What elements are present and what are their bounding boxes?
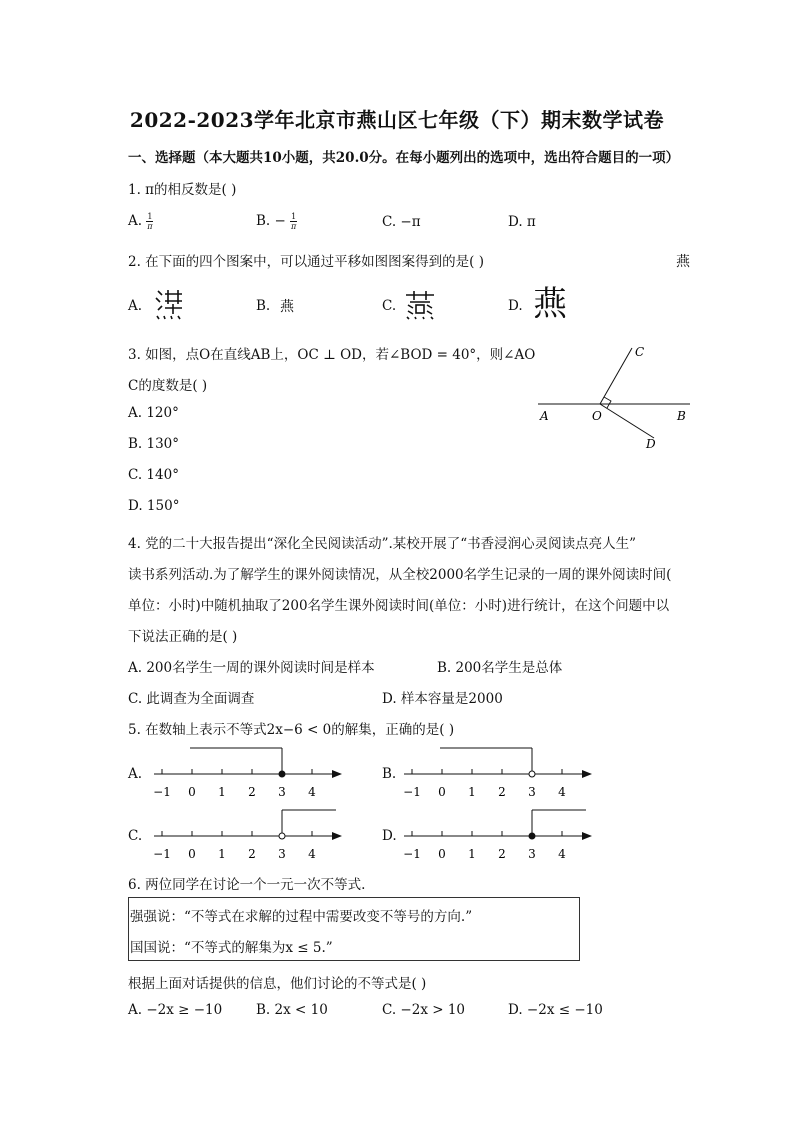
q5-stem: 5. 在数轴上表示不等式2x−6 < 0的解集，正确的是( ) bbox=[128, 722, 455, 738]
q2-option-a-label[interactable]: A. bbox=[128, 298, 143, 314]
tick-label: 0 bbox=[438, 847, 446, 861]
q1-stem: 1. π的相反数是( ) bbox=[128, 182, 237, 198]
q5-option-a-number-line[interactable] bbox=[150, 742, 350, 804]
tick-label: −1 bbox=[153, 847, 171, 861]
q1-option-b-label: B. − bbox=[256, 213, 286, 229]
q1-option-a[interactable] bbox=[128, 212, 153, 231]
q1-option-a-label: A. bbox=[128, 213, 143, 229]
q5-option-d-label[interactable]: D. bbox=[382, 828, 397, 844]
q1-option-b[interactable] bbox=[256, 212, 297, 231]
q1-option-b-fraction bbox=[290, 212, 297, 231]
q6-option-b[interactable]: B. 2x < 10 bbox=[256, 1002, 328, 1018]
q4-option-d[interactable]: D. 样本容量是2000 bbox=[382, 691, 503, 707]
q1-a-numerator: 1 bbox=[147, 212, 153, 221]
tick-label: 2 bbox=[498, 785, 506, 799]
q4-line1: 4. 党的二十大报告提出“深化全民阅读活动”.某校开展了“书香浸润心灵阅读点亮人生” bbox=[128, 536, 637, 552]
q2-a-broken-glyph-icon bbox=[156, 290, 182, 319]
q5-option-c-label[interactable]: C. bbox=[128, 828, 143, 844]
tick-label: 4 bbox=[558, 785, 566, 799]
q1-option-d[interactable]: D. π bbox=[508, 214, 536, 230]
q2-option-c-label[interactable]: C. bbox=[382, 298, 397, 314]
q1-b-numerator: 1 bbox=[291, 212, 297, 221]
q6-option-c[interactable]: C. −2x > 10 bbox=[382, 1002, 466, 1018]
q6-stem: 6. 两位同学在讨论一个一元一次不等式. bbox=[128, 877, 366, 893]
q3-stem-line1: 3. 如图，点O在直线AB上，OC ⊥ OD，若∠BOD = 40°，则∠AO bbox=[128, 347, 536, 363]
closed-endpoint-icon bbox=[279, 771, 285, 777]
open-endpoint-icon bbox=[279, 833, 285, 839]
q2-reference-glyph: 燕 bbox=[676, 254, 690, 270]
label-c: C bbox=[635, 345, 645, 359]
axis-arrow-icon bbox=[582, 832, 592, 840]
axis-arrow-icon bbox=[582, 770, 592, 778]
tick-label: 3 bbox=[278, 785, 286, 799]
ray-od bbox=[600, 404, 654, 438]
q2-option-d-label[interactable]: D. bbox=[508, 298, 523, 314]
label-a: A bbox=[540, 409, 549, 423]
tick-label: 3 bbox=[528, 847, 536, 861]
axis-arrow-icon bbox=[332, 832, 342, 840]
tick-label: −1 bbox=[403, 785, 421, 799]
q3-option-b[interactable]: B. 130° bbox=[128, 436, 180, 452]
tick-label: 4 bbox=[308, 785, 316, 799]
tick-label: 4 bbox=[558, 847, 566, 861]
right-angle-mark bbox=[604, 397, 611, 408]
tick-label: 1 bbox=[218, 785, 226, 799]
q3-option-c[interactable]: C. 140° bbox=[128, 467, 179, 483]
closed-endpoint-icon bbox=[529, 833, 535, 839]
q4-option-a[interactable]: A. 200名学生一周的课外阅读时间是样本 bbox=[128, 660, 375, 676]
q6-option-a[interactable]: A. −2x ≥ −10 bbox=[128, 1002, 223, 1018]
section-heading: 一、选择题（本大题共10小题，共20.0分。在每小题列出的选项中，选出符合题目的一项） bbox=[128, 150, 680, 166]
tick-label: −1 bbox=[153, 785, 171, 799]
q1-option-c[interactable]: C. −π bbox=[382, 214, 421, 230]
q2-option-d-glyph[interactable]: 燕 bbox=[533, 284, 567, 324]
label-o: O bbox=[592, 409, 602, 423]
tick-label: 2 bbox=[248, 847, 256, 861]
tick-label: 3 bbox=[528, 785, 536, 799]
q3-option-d[interactable]: D. 150° bbox=[128, 498, 180, 514]
page-title: 2022-2023学年北京市燕山区七年级（下）期末数学试卷 bbox=[129, 108, 665, 132]
q4-option-c[interactable]: C. 此调查为全面调查 bbox=[128, 691, 255, 707]
q6-dialog-line1: 强强说：“不等式在求解的过程中需要改变不等号的方向.” bbox=[130, 909, 473, 925]
tick-label: −1 bbox=[403, 847, 421, 861]
tick-label: 0 bbox=[188, 847, 196, 861]
tick-label: 0 bbox=[438, 785, 446, 799]
ray-oc bbox=[600, 348, 632, 404]
tick-label: 4 bbox=[308, 847, 316, 861]
q5-option-c-number-line[interactable] bbox=[150, 804, 350, 866]
q4-line3: 单位：小时)中随机抽取了200名学生课外阅读时间(单位：小时)进行统计，在这个问题中以 bbox=[128, 598, 670, 614]
label-d: D bbox=[646, 437, 656, 451]
q5-option-b-label[interactable]: B. bbox=[382, 766, 397, 782]
tick-label: 1 bbox=[468, 785, 476, 799]
open-endpoint-icon bbox=[529, 771, 535, 777]
tick-label: 3 bbox=[278, 847, 286, 861]
tick-label: 0 bbox=[188, 785, 196, 799]
q2-option-b-glyph[interactable]: 燕 bbox=[280, 299, 294, 315]
q2-c-mirrored-glyph-icon bbox=[406, 291, 434, 319]
q3-geometry-figure bbox=[534, 340, 694, 455]
q5-option-a-label[interactable]: A. bbox=[128, 766, 143, 782]
q4-line4: 下说法正确的是( ) bbox=[128, 629, 238, 645]
q4-line2: 读书系列活动.为了解学生的课外阅读情况，从全校2000名学生记录的一周的课外阅读时间( bbox=[128, 567, 672, 583]
q6-option-d[interactable]: D. −2x ≤ −10 bbox=[508, 1002, 603, 1018]
q1-option-a-fraction bbox=[146, 212, 153, 231]
q1-b-denominator: π bbox=[291, 222, 297, 231]
tick-label: 2 bbox=[498, 847, 506, 861]
q3-stem-line2: C的度数是( ) bbox=[128, 378, 208, 394]
q5-option-b-number-line[interactable] bbox=[400, 742, 600, 804]
tick-label: 1 bbox=[468, 847, 476, 861]
q5-option-d-number-line[interactable] bbox=[400, 804, 600, 866]
tick-label: 1 bbox=[218, 847, 226, 861]
q3-option-a[interactable]: A. 120° bbox=[128, 405, 179, 421]
q2-stem: 2. 在下面的四个图案中，可以通过平移如图图案得到的是( ) bbox=[128, 254, 484, 270]
label-b: B bbox=[677, 409, 686, 423]
q2-option-c-figure[interactable] bbox=[404, 290, 436, 320]
q1-a-denominator: π bbox=[147, 222, 153, 231]
q2-option-b-label[interactable]: B. bbox=[256, 298, 271, 314]
axis-arrow-icon bbox=[332, 770, 342, 778]
q6-question: 根据上面对话提供的信息，他们讨论的不等式是( ) bbox=[128, 976, 427, 992]
tick-label: 2 bbox=[248, 785, 256, 799]
q6-dialog-line2: 国国说：“不等式的解集为x ≤ 5.” bbox=[130, 940, 333, 956]
q4-option-b[interactable]: B. 200名学生是总体 bbox=[437, 660, 563, 676]
q2-option-a-figure[interactable] bbox=[154, 288, 184, 320]
